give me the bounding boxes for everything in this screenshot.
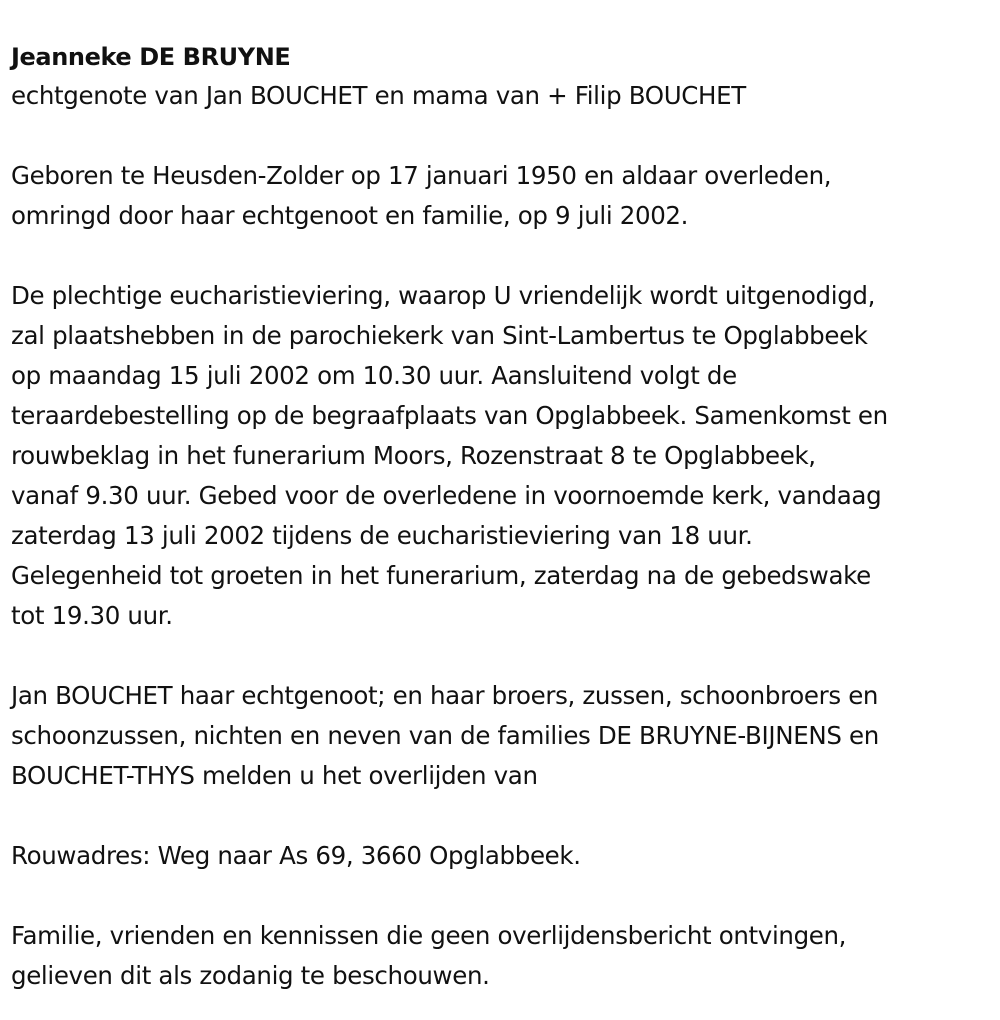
spacer [11,236,996,276]
spacer [11,116,996,156]
mourning-address: Rouwadres: Weg naar As 69, 3660 Opglabbeek. [11,841,581,870]
ceremony-paragraph [11,276,996,636]
address-paragraph [11,836,996,876]
paragraph-line: De plechtige eucharistieviering, waarop U vriendelijk wordt uitgenodigd, [11,281,876,310]
obituary-notice [11,38,996,996]
deceased-name: Jeanneke DE BRUYNE [11,43,291,71]
relation-line: echtgenote van Jan BOUCHET en mama van + Filip BOUCHET [11,81,746,110]
spacer [11,636,996,676]
spacer [11,796,996,836]
paragraph-line: rouwbeklag in het funerarium Moors, Rozenstraat 8 te Opglabbeek, [11,441,816,470]
paragraph-line: Jan BOUCHET haar echtgenoot; en haar broers, zussen, schoonbroers en [11,681,879,710]
paragraph-line: Gelegenheid tot groeten in het funerarium, zaterdag na de gebedswake [11,561,871,590]
paragraph-line: vanaf 9.30 uur. Gebed voor de overledene in voornoemde kerk, vandaag [11,481,882,510]
paragraph-line: op maandag 15 juli 2002 om 10.30 uur. Aansluitend volgt de [11,361,737,390]
paragraph-line: Geboren te Heusden-Zolder op 17 januari 1950 en aldaar overleden, [11,161,832,190]
paragraph-line: zal plaatshebben in de parochiekerk van Sint-Lambertus te Opglabbeek [11,321,868,350]
paragraph-line: BOUCHET-THYS melden u het overlijden van [11,761,538,790]
paragraph-line: tot 19.30 uur. [11,601,173,630]
paragraph-line: omringd door haar echtgenoot en familie, op 9 juli 2002. [11,201,689,230]
paragraph-line: teraardebestelling op de begraafplaats van Opglabbeek. Samenkomst en [11,401,888,430]
spacer [11,876,996,916]
paragraph-line: schoonzussen, nichten en neven van de families DE BRUYNE-BIJNENS en [11,721,879,750]
closing-paragraph [11,916,996,996]
paragraph-line: zaterdag 13 juli 2002 tijdens de eucharistieviering van 18 uur. [11,521,753,550]
birth-death-paragraph [11,156,996,236]
paragraph-line: gelieven dit als zodanig te beschouwen. [11,961,490,990]
family-paragraph [11,676,996,796]
paragraph-line: Familie, vrienden en kennissen die geen overlijdensbericht ontvingen, [11,921,847,950]
